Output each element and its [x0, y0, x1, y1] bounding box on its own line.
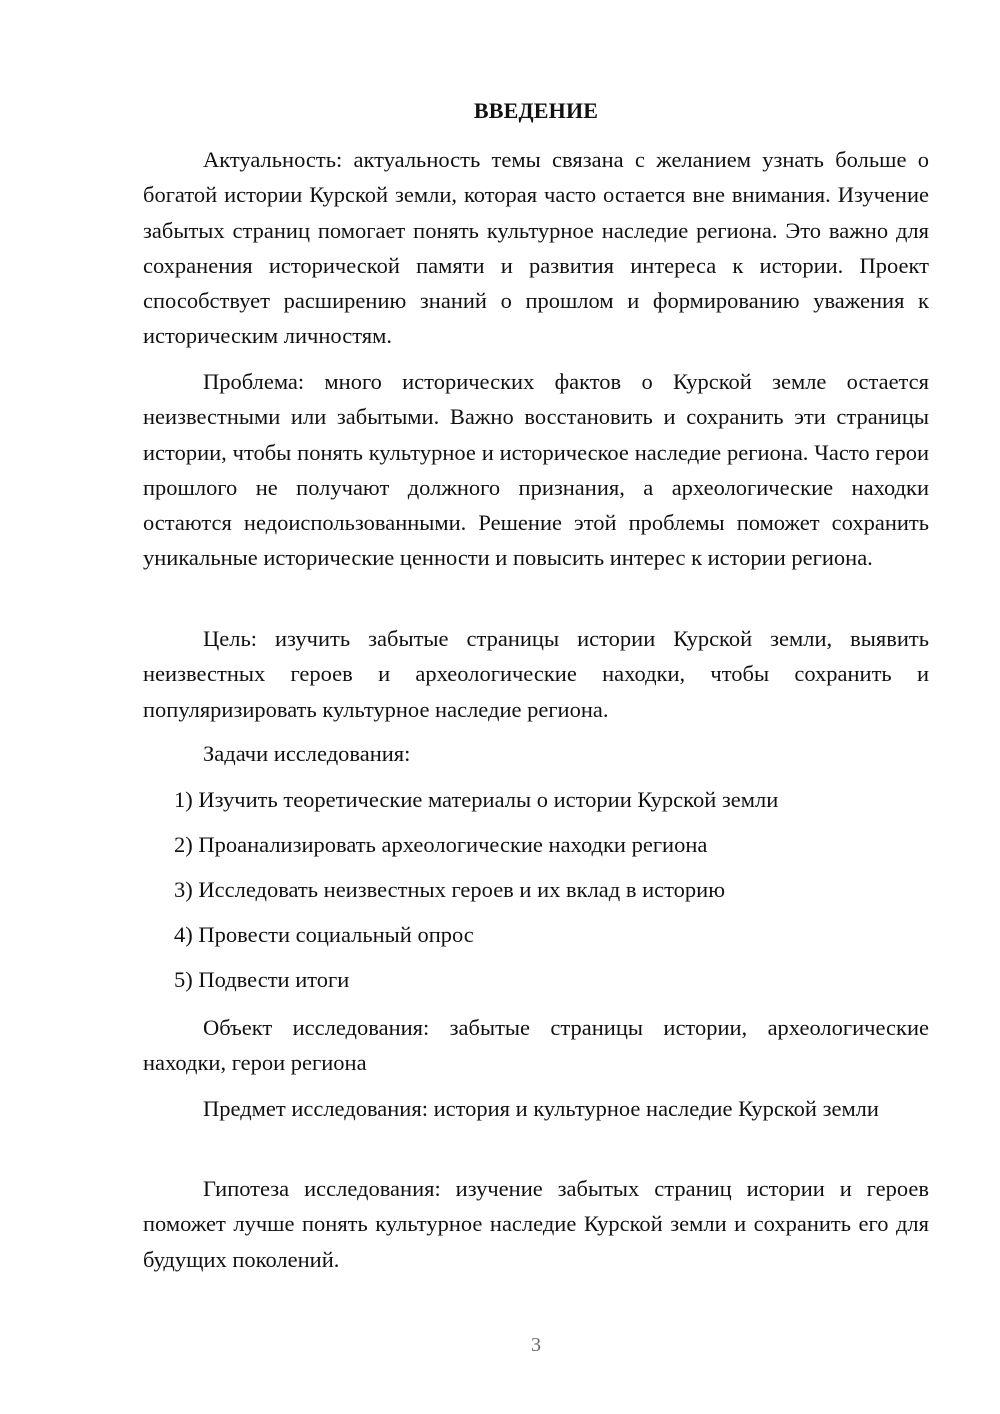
- problem-paragraph-block: [143, 364, 929, 576]
- task-list-item: 4) Провести социальный опрос: [174, 922, 474, 947]
- subject-paragraph: Предмет исследования: история и культурное наследие Курской земли: [203, 1096, 879, 1121]
- hypothesis-paragraph: Гипотеза исследования: изучение забытых страниц истории и героев поможет лучше понять культурное наследие Курской земли и сохранить его для будущих поколений.: [143, 1176, 929, 1272]
- task-list-item: 5) Подвести итоги: [174, 967, 350, 992]
- problem-paragraph: Проблема: много исторических фактов о Курской земле остается неизвестными или забытыми. Важно восстановить и сохранить эти страницы истории, чтобы понять культурное и историческое наследие региона. Часто герои прошлого не получают должного признания, а археологические находки остаются недоиспользованными. Решение этой проблемы поможет сохранить уникальные исторические ценности и повысить интерес к истории региона.: [143, 369, 929, 571]
- subject-paragraph-block: [143, 1091, 929, 1126]
- page-number: 3: [531, 1334, 541, 1356]
- goal-paragraph-block: [143, 621, 929, 727]
- relevance-paragraph: Актуальность: актуальность темы связана с желанием узнать больше о богатой истории Курской земли, которая часто остается вне внимания. Изучение забытых страниц помогает понять культурное наследие региона. Это важно для сохранения исторической памяти и развития интереса к истории. Проект способствует расширению знаний о прошлом и формированию уважения к историческим личностям.: [143, 147, 929, 349]
- object-paragraph: Объект исследования: забытые страницы истории, археологические находки, герои региона: [143, 1015, 929, 1076]
- relevance-paragraph-block: [143, 142, 929, 354]
- goal-paragraph: Цель: изучить забытые страницы истории Курской земли, выявить неизвестных героев и археологические находки, чтобы сохранить и популяризировать культурное наследие региона.: [143, 626, 929, 722]
- object-paragraph-block: [143, 1010, 929, 1081]
- task-list-item: 1) Изучить теоретические материалы о истории Курской земли: [174, 787, 779, 812]
- section-heading: ВВЕДЕНИЕ: [473, 98, 599, 123]
- task-list-item: 2) Проанализировать археологические находки региона: [174, 832, 708, 857]
- tasks-heading: Задачи исследования:: [203, 741, 411, 766]
- task-list-item: 3) Исследовать неизвестных героев и их вклад в историю: [174, 877, 726, 902]
- tasks-heading-block: [143, 736, 929, 771]
- hypothesis-paragraph-block: [143, 1171, 929, 1277]
